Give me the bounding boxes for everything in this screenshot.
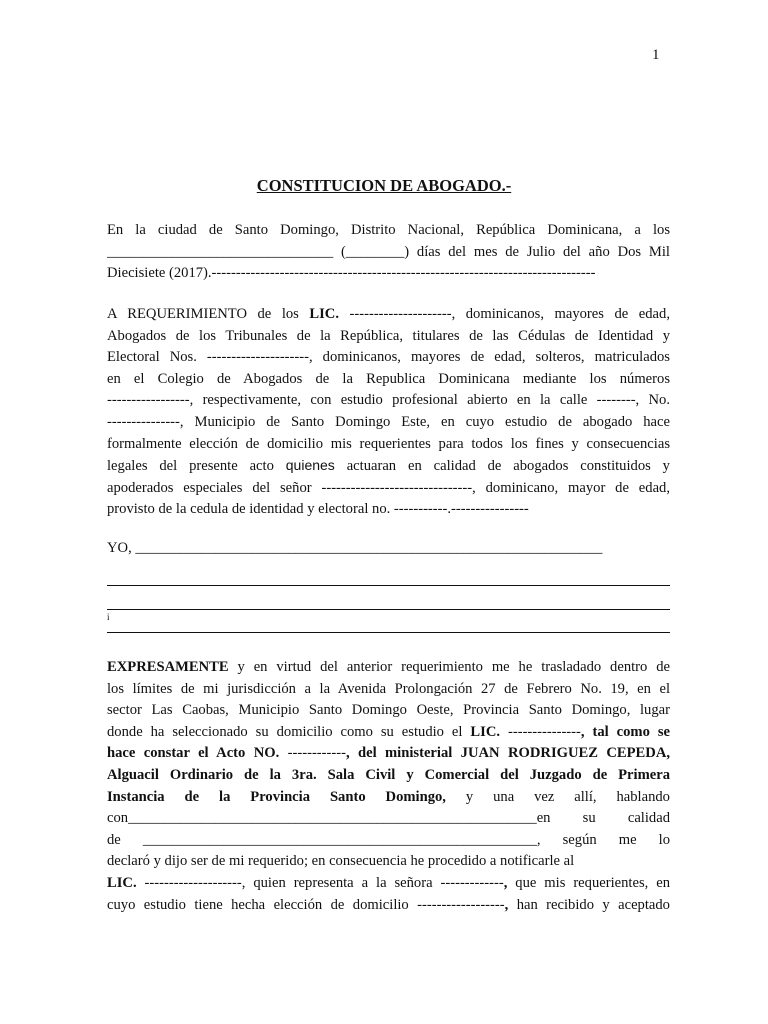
text-line	[107, 657, 670, 679]
bold-text: , tal como se	[580, 723, 670, 740]
bold-text: EXPRESAMENTE	[107, 659, 229, 675]
text-line	[107, 873, 670, 895]
bold-text: ,	[504, 896, 509, 913]
yo-line: YO, ________________________________________________________________	[107, 540, 603, 556]
text-line	[107, 787, 670, 809]
text-line: Diecisiete (2017).-------------------------------------------------------------------------------	[107, 265, 596, 282]
text-line	[107, 455, 670, 478]
text-line: formalmente elección de domicilio mis requerientes para todos los fines y consecuencias	[107, 435, 670, 452]
text-line: declaró y dijo ser de mi requerido; en consecuencia he procedido a notificarle al	[107, 853, 575, 870]
text-line: sector Las Caobas, Municipio Santo Domingo Oeste, Provincia Santo Domingo, lugar	[107, 702, 670, 719]
bold-text: LIC.	[470, 723, 501, 740]
text-segment: que mis requerientes, en	[507, 874, 670, 891]
text-segment: legales del presente acto	[107, 458, 286, 475]
requirement-paragraph	[107, 304, 670, 521]
text-line: con________________________________________________________en su calidad	[107, 810, 670, 827]
text-segment: quienes	[285, 457, 335, 474]
intro-paragraph	[107, 220, 670, 285]
bold-text: LIC.	[107, 874, 137, 891]
text-line: los límites de mi jurisdicción a la Avenida Prolongación 27 de Febrero No. 19, en el	[107, 680, 670, 697]
text-line	[107, 765, 670, 787]
text-line: Electoral Nos. ---------------------, dominicanos, mayores de edad, solteros, matriculados	[107, 349, 670, 366]
text-segment: han recibido y aceptado	[508, 896, 670, 913]
text-segment: donde ha seleccionado su domicilio como su estudio el	[107, 723, 471, 740]
text-line: apoderados especiales del señor -------------------------------, dominicano, mayor de edad,	[107, 479, 670, 496]
blank-rule	[107, 609, 670, 610]
text-line: de ______________________________________________________, según me lo	[107, 831, 670, 848]
bold-text: ,	[503, 874, 508, 891]
text-segment: actuaran en calidad de abogados constituidos y	[346, 458, 670, 475]
text-line: _______________________________ (________) días del mes de Julio del año Dos Mil	[107, 243, 670, 260]
text-segment: y una vez allí, hablando	[445, 788, 670, 805]
text-line: En la ciudad de Santo Domingo, Distrito Nacional, República Dominicana, a los	[107, 222, 670, 238]
footnote-marker: i	[107, 612, 110, 622]
text-line: Abogados de los Tribunales de la República, titulares de las Cédulas de Identidad y	[107, 327, 670, 344]
notification-paragraph	[107, 657, 670, 916]
text-line: ---------------, Municipio de Santo Domingo Este, en cuyo estudio de abogado hace	[107, 413, 670, 430]
document-title: CONSTITUCION DE ABOGADO.-	[256, 176, 512, 195]
text-line	[107, 895, 670, 917]
text-segment: ---------------------, dominicanos, mayores de edad,	[349, 306, 670, 322]
text-segment: y en virtud del anterior requerimiento me he trasladado dentro de	[228, 659, 670, 675]
text-line: -----------------, respectivamente, con estudio profesional abierto en la calle --------, No.	[107, 392, 670, 409]
text-line: provisto de la cedula de identidad y electoral no. -----------.----------------	[107, 501, 529, 518]
bold-text: Instancia de la Provincia Santo Domingo,	[107, 788, 446, 805]
text-segment: ---------------	[500, 723, 581, 740]
blank-rule	[107, 632, 670, 633]
text-line	[107, 743, 670, 765]
bold-text: hace constar el Acto NO.	[107, 745, 280, 762]
text-segment: ------------	[279, 745, 346, 762]
bold-text: , del ministerial JUAN RODRIGUEZ CEPEDA,	[345, 745, 670, 762]
text-line	[107, 304, 670, 326]
text-line: en el Colegio de Abogados de la Republica Dominicana mediante los números	[107, 370, 670, 387]
bold-text: LIC.	[309, 306, 339, 322]
page-number: 1	[652, 47, 660, 63]
bold-text: Alguacil Ordinario de la 3ra. Sala Civil y Comercial del Juzgado de Primera	[107, 766, 670, 783]
text-segment: --------------------, quien representa a la señora -------------	[136, 874, 504, 891]
text-line	[107, 722, 670, 744]
text-segment: cuyo estudio tiene hecha elección de domicilio ------------------	[107, 896, 505, 913]
text-segment: A REQUERIMIENTO de los	[107, 306, 310, 322]
blank-rule	[107, 585, 670, 586]
